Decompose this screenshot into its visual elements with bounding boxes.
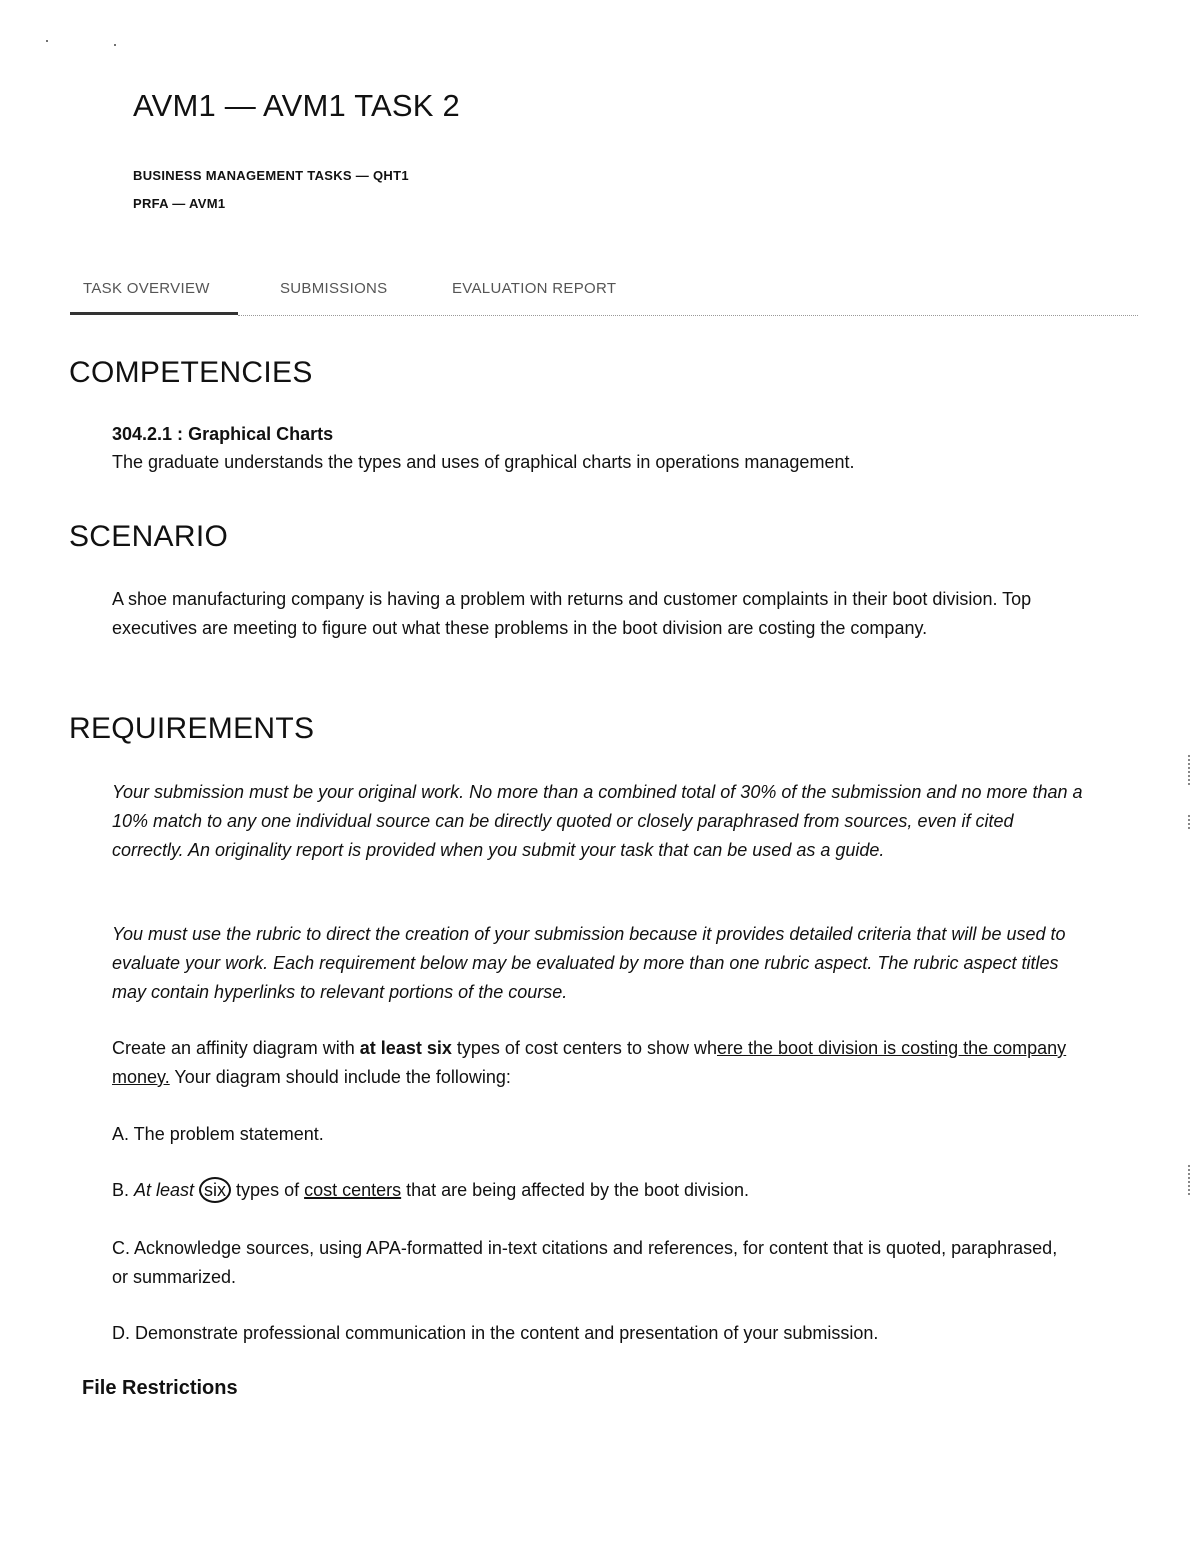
requirement-b — [112, 1176, 1102, 1205]
course-subtitle: BUSINESS MANAGEMENT TASKS — QHT1 — [133, 168, 409, 183]
intro-text-1: Create an affinity diagram with — [112, 1038, 360, 1058]
margin-scan-marks-3 — [1188, 1165, 1192, 1195]
rubric-notice: You must use the rubric to direct the creation of your submission because it provides detailed criteria that will be used to evaluate your work. Each requirement below may be evaluated by more than one rubric aspect. The rubric aspect titles may contain hyperlinks to relevant portions of the course. — [112, 924, 1066, 1002]
requirement-b-letter: B. — [112, 1180, 135, 1200]
competency-code: 304.2.1 : — [112, 424, 184, 444]
requirements-heading: REQUIREMENTS — [69, 712, 315, 745]
competency-name: Graphical Charts — [188, 424, 334, 444]
tab-task-overview[interactable]: TASK OVERVIEW — [83, 280, 210, 297]
intro-bold: at least six — [359, 1038, 452, 1058]
intro-text-2: types of cost centers to show wh — [451, 1038, 717, 1058]
page-title: AVM1 — AVM1 TASK 2 — [133, 88, 460, 123]
tab-divider — [238, 315, 1138, 316]
tab-submissions[interactable]: SUBMISSIONS — [280, 280, 388, 297]
requirement-b-italic: At least — [134, 1180, 200, 1200]
intro-text-3: Your diagram should include the following: — [169, 1067, 511, 1087]
competencies-heading: COMPETENCIES — [69, 356, 313, 389]
scan-marks — [42, 38, 132, 48]
requirement-c: C. Acknowledge sources, using APA-formatted in-text citations and references, for content that is quoted, paraphrased, or summarized. — [112, 1238, 1058, 1287]
requirement-b-underlined: cost centers — [304, 1180, 402, 1200]
requirement-b-circled: six — [199, 1177, 231, 1203]
requirement-a: A. The problem statement. — [112, 1124, 324, 1144]
file-restrictions-heading: File Restrictions — [82, 1377, 238, 1399]
intro-underlined: ere the boot division is costing the company money. — [112, 1038, 1067, 1087]
originality-notice: Your submission must be your original work. No more than a combined total of 30% of the submission and no more than a 10% match to any one individual source can be directly quoted or closely paraphrased from sources, even if cited correctly. An originality report is provided when you submit your task that can be used as a guide. — [112, 782, 1083, 860]
assessment-subtitle: PRFA — AVM1 — [133, 196, 226, 211]
competency-description: The graduate understands the types and uses of graphical charts in operations management. — [112, 452, 855, 472]
requirements-intro — [112, 1034, 1087, 1092]
requirement-d: D. Demonstrate professional communication in the content and presentation of your submission. — [112, 1323, 879, 1343]
scenario-text: A shoe manufacturing company is having a problem with returns and customer complaints in their boot division. Top executives are meeting to figure out what these problems in the boot division are costing the company. — [112, 589, 1032, 638]
scenario-heading: SCENARIO — [69, 520, 229, 553]
requirement-b-suffix: that are being affected by the boot division. — [401, 1180, 750, 1200]
tab-evaluation-report[interactable]: EVALUATION REPORT — [452, 280, 617, 297]
competency-title — [112, 420, 1102, 449]
tab-bar — [70, 280, 1140, 320]
active-tab-indicator — [70, 312, 238, 315]
requirement-b-mid: types of — [231, 1180, 305, 1200]
margin-scan-marks-1 — [1188, 755, 1192, 785]
margin-scan-marks-2 — [1188, 815, 1192, 829]
